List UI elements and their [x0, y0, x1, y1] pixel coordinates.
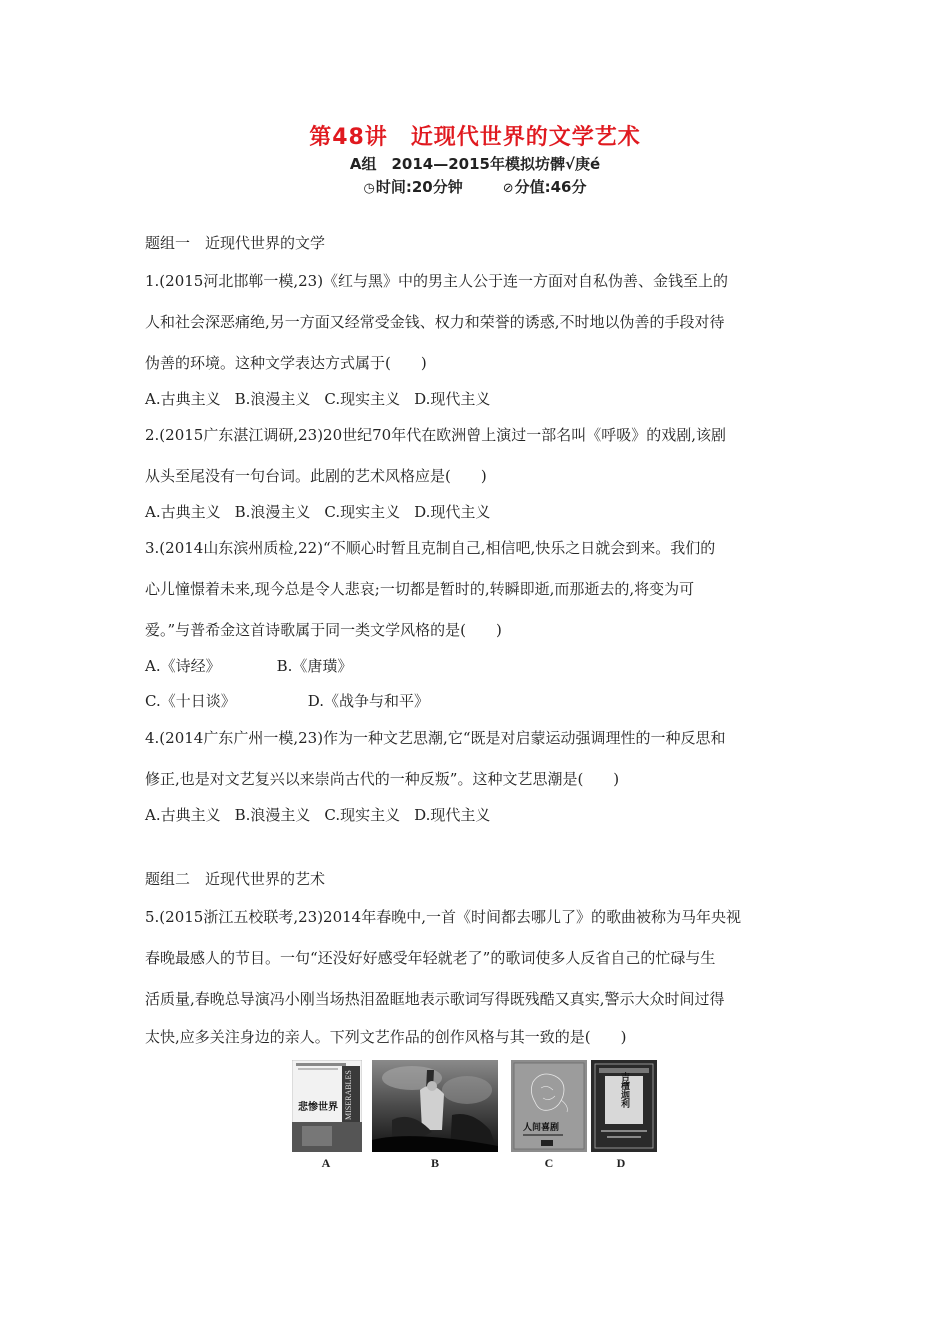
image-a-les-miserables-cover[interactable] [292, 1060, 362, 1152]
q3-line-1: 3.(2014山东滨州质检,22)“不顺心时暂且克制自己,相信吧,快乐之日就会到来。我们的 [145, 539, 716, 557]
q4-option-a[interactable]: A.古典主义 [145, 806, 221, 824]
time-label: 时间:20分钟 [375, 178, 463, 196]
group2-heading: 题组二 近现代世界的艺术 [145, 870, 326, 888]
check-circle-icon: ⊘ [502, 181, 514, 196]
q1-line-1: 1.(2015河北邯郸一模,23)《红与黑》中的男主人公于连一方面对自私伪善、金钱至上的 [145, 272, 729, 290]
q4-option-c[interactable]: C.现实主义 [324, 806, 401, 824]
image-c-human-comedy-cover[interactable] [511, 1060, 587, 1152]
q2-option-b[interactable]: B.浪漫主义 [234, 503, 311, 521]
q3-line-2: 心儿憧憬着未来,现今总是令人悲哀;一切都是暂时的,转瞬即逝,而那逝去的,将变为可 [145, 580, 695, 598]
q2-line-1: 2.(2015广东湛江调研,23)20世纪70年代在欧洲曾上演过一部名叫《呼吸》的戏剧,该剧 [145, 426, 726, 444]
q4-line-2: 修正,也是对文艺复兴以来崇尚古代的一种反叛”。这种文艺思潮是( ) [145, 770, 620, 788]
q5-image-options [0, 1060, 950, 1180]
q3-option-a[interactable]: A.《诗经》 [145, 657, 221, 675]
image-d-book-title: 吉檀迦利 [619, 1072, 629, 1108]
q4-option-d[interactable]: D.现代主义 [414, 806, 491, 824]
q2-option-a[interactable]: A.古典主义 [145, 503, 221, 521]
image-c-caption: C [544, 1156, 554, 1170]
q1-line-2: 人和社会深恶痛绝,另一方面又经常受金钱、权力和荣誉的诱惑,不时地以伪善的手段对待 [145, 313, 725, 331]
q3-options-row1 [145, 656, 352, 676]
image-b-caption: B [430, 1156, 439, 1170]
q3-option-b[interactable]: B.《唐璜》 [276, 657, 353, 675]
image-d-caption: D [616, 1156, 626, 1170]
image-b-painting[interactable] [372, 1060, 498, 1152]
q5-line-3: 活质量,春晚总导演冯小刚当场热泪盈眶地表示歌词写得既残酷又真实,警示大众时间过得 [145, 990, 725, 1008]
q5-line-4: 太快,应多关注身边的亲人。下列文艺作品的创作风格与其一致的是( ) [145, 1028, 627, 1046]
image-a-caption: A [321, 1156, 331, 1170]
q4-line-1: 4.(2014广东广州一模,23)作为一种文艺思潮,它“既是对启蒙运动强调理性的一种反思和 [145, 729, 726, 747]
image-a-book-title: 悲惨世界 [298, 1102, 338, 1113]
q1-option-c[interactable]: C.现实主义 [324, 390, 401, 408]
exam-meta [0, 176, 950, 197]
q1-options [145, 389, 490, 409]
page-subtitle: A组 2014—2015年模拟坊髀√庚é [349, 155, 601, 173]
q5-line-1: 5.(2015浙江五校联考,23)2014年春晚中,一首《时间都去哪儿了》的歌曲被称为马年央视 [145, 908, 741, 926]
image-c-book-title: 人间喜剧 [523, 1123, 560, 1133]
page-title: 第48讲 近现代世界的文学艺术 [309, 125, 641, 150]
group1-heading: 题组一 近现代世界的文学 [145, 234, 326, 252]
q2-option-d[interactable]: D.现代主义 [414, 503, 491, 521]
clock-icon: ◷ [363, 181, 375, 196]
q4-option-b[interactable]: B.浪漫主义 [234, 806, 311, 824]
q2-line-2: 从头至尾没有一句台词。此剧的艺术风格应是( ) [145, 467, 487, 485]
q3-option-d[interactable]: D.《战争与和平》 [307, 692, 429, 710]
q4-options [145, 805, 490, 825]
q5-line-2: 春晚最感人的节目。一句“还没好好感受年轻就老了”的歌词使多人反省自己的忙碌与生 [145, 949, 716, 967]
q1-option-b[interactable]: B.浪漫主义 [234, 390, 311, 408]
q3-options-row2 [145, 691, 429, 711]
image-d-gitanjali-cover[interactable] [591, 1060, 657, 1152]
q1-option-d[interactable]: D.现代主义 [414, 390, 491, 408]
score-label: 分值:46分 [514, 178, 587, 196]
q2-option-c[interactable]: C.现实主义 [324, 503, 401, 521]
q1-line-3: 伪善的环境。这种文学表达方式属于( ) [145, 354, 427, 372]
q2-options [145, 502, 490, 522]
q3-option-c[interactable]: C.《十日谈》 [145, 692, 236, 710]
q3-line-3: 爱。”与普希金这首诗歌属于同一类文学风格的是( ) [145, 621, 502, 639]
q1-option-a[interactable]: A.古典主义 [145, 390, 221, 408]
image-a-spine-text: MISERABLES [344, 1070, 353, 1120]
